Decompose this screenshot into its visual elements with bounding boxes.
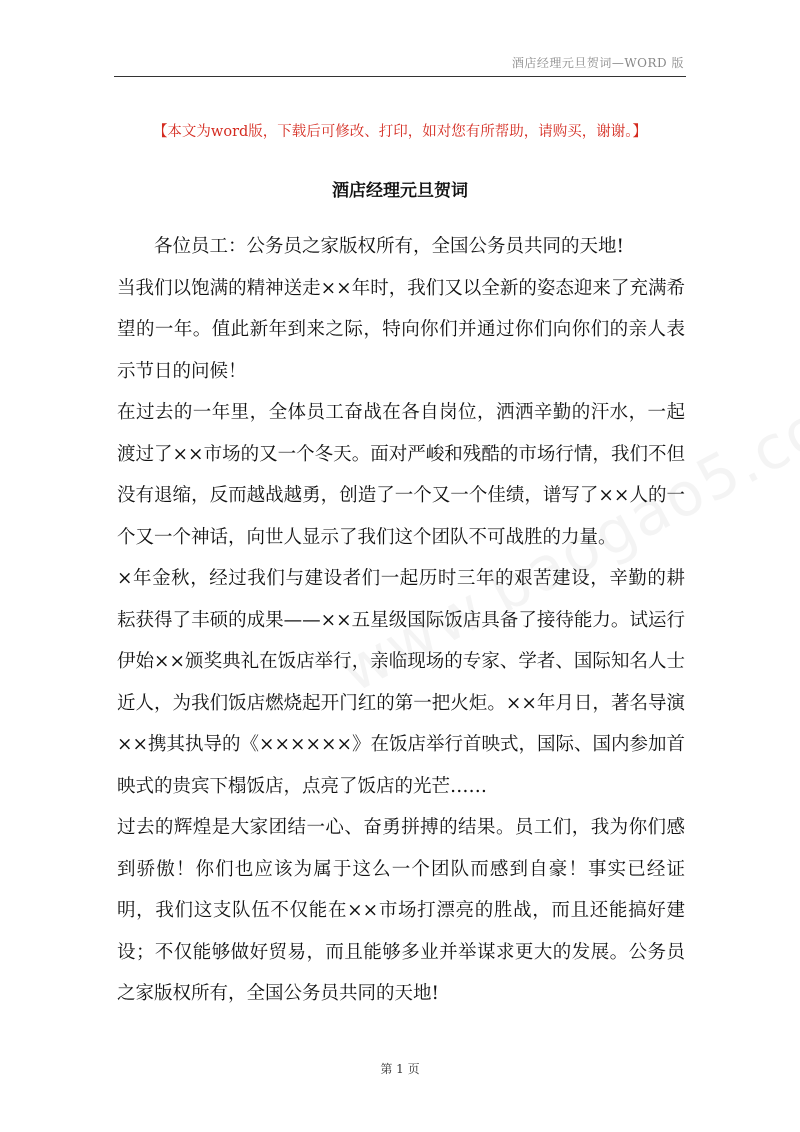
running-header: 酒店经理元旦贺词—WORD 版 — [511, 56, 684, 70]
document-title: 酒店经理元旦贺词 — [332, 181, 468, 201]
body-paragraph: 在过去的一年里，全体员工奋战在各自岗位，洒洒辛勤的汗水，一起渡过了××市场的又一个冬天。面对严峻和残酷的市场行情，我们不但没有退缩，反而越战越勇，创造了一个又一个佳绩，谱写了××人的一个又一个神话，向世人显示了我们这个团队不可战胜的力量。 — [117, 402, 685, 548]
page-number: 第 1 页 — [380, 1062, 420, 1076]
body-paragraph: 过去的辉煌是大家团结一心、奋勇拼搏的结果。员工们，我为你们感到骄傲！你们也应该为属于这么一个团队而感到自豪！事实已经证明，我们这支队伍不仅能在××市场打漂亮的胜战，而且还能搞好建设；不仅能够做好贸易，而且能够多业并举谋求更大的发展。公务员之家版权所有，全国公务员共同的天地! — [117, 817, 685, 1004]
body-paragraph: 当我们以饱满的精神送走××年时，我们又以全新的姿态迎来了充满希望的一年。值此新年到来之际，特向你们并通过你们向你们的亲人表示节日的问候！ — [117, 277, 685, 382]
purchase-notice: 【本文为word版，下载后可修改、打印，如对您有所帮助，请购买，谢谢。】 — [152, 124, 648, 140]
body-paragraph: ×年金秋，经过我们与建设者们一起历时三年的艰苦建设，辛勤的耕耘获得了丰硕的成果——××五星级国际饭店具备了接待能力。试运行伊始××颁奖典礼在饭店举行，亲临现场的专家、学者、国际知名人士近人，为我们饭店燃烧起开门红的第一把火炬。××年月日，著名导演××携其执导的《××××××》在饭店举行首映式，国际、国内参加首映式的贵宾下榻饭店，点亮了饭店的光芒…… — [117, 568, 686, 797]
document-body — [117, 226, 685, 1015]
header-divider — [114, 76, 686, 77]
body-paragraph: 各位员工：公务员之家版权所有，全国公务员共同的天地! — [154, 236, 624, 257]
